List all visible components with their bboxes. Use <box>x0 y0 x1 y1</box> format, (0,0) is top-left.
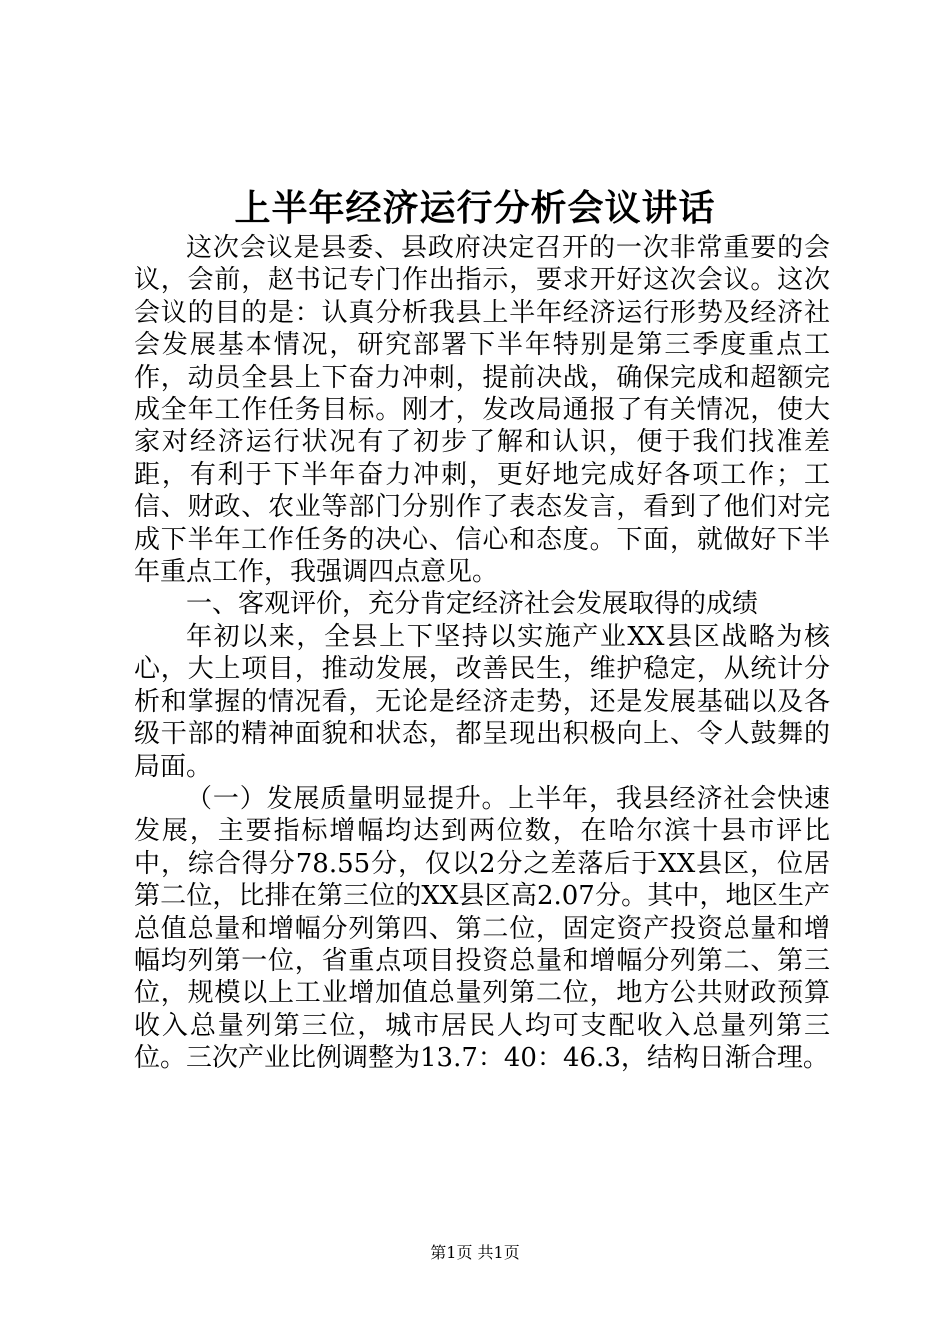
paragraph-intro: 这次会议是县委、县政府决定召开的一次非常重要的会议，会前，赵书记专门作出指示，要求开好这次会议。这次会议的目的是：认真分析我县上半年经济运行形势及经济社会发展基本情况，研究部署下半年特别是第三季度重点工作，动员全县上下奋力冲刺，提前决战，确保完成和超额完成全年工作任务目标。刚才，发改局通报了有关情况，使大家对经济运行状况有了初步了解和认识，便于我们找准差距，有利于下半年奋力冲刺，更好地完成好各项工作；工信、财政、农业等部门分别作了表态发言，看到了他们对完成下半年工作任务的决心、信心和态度。下面，就做好下半年重点工作，我强调四点意见。 <box>134 233 830 588</box>
section-heading-1: 一、客观评价，充分肯定经济社会发展取得的成绩 <box>186 589 759 620</box>
paragraph-subsection-1: （一）发展质量明显提升。上半年，我县经济社会快速发展，主要指标增幅均达到两位数，在哈尔滨十县市评比中，综合得分78.55分，仅以2分之差落后于XX县区，位居第二位，比排在第三位的XX县区高2.07分。其中，地区生产总值总量和增幅分列第四、第二位，固定资产投资总量和增幅均列第一位，省重点项目投资总量和增幅分列第二、第三位，规模以上工业增加值总量列第二位，地方公共财政预算收入总量列第三位，城市居民人均可支配收入总量列第三位。三次产业比例调整为13.7：40：46.3，结构日渐合理。 <box>134 783 830 1074</box>
document-body <box>134 232 830 1075</box>
paragraph-overview: 年初以来，全县上下坚持以实施产业XX县区战略为核心，大上项目，推动发展，改善民生，维护稳定，从统计分析和掌握的情况看，无论是经济走势，还是发展基础以及各级干部的精神面貌和状态，都呈现出积极向上、令人鼓舞的局面。 <box>134 621 830 782</box>
document-title: 上半年经济运行分析会议讲话 <box>234 187 716 229</box>
page-footer: 第1页 共1页 <box>430 1243 520 1262</box>
